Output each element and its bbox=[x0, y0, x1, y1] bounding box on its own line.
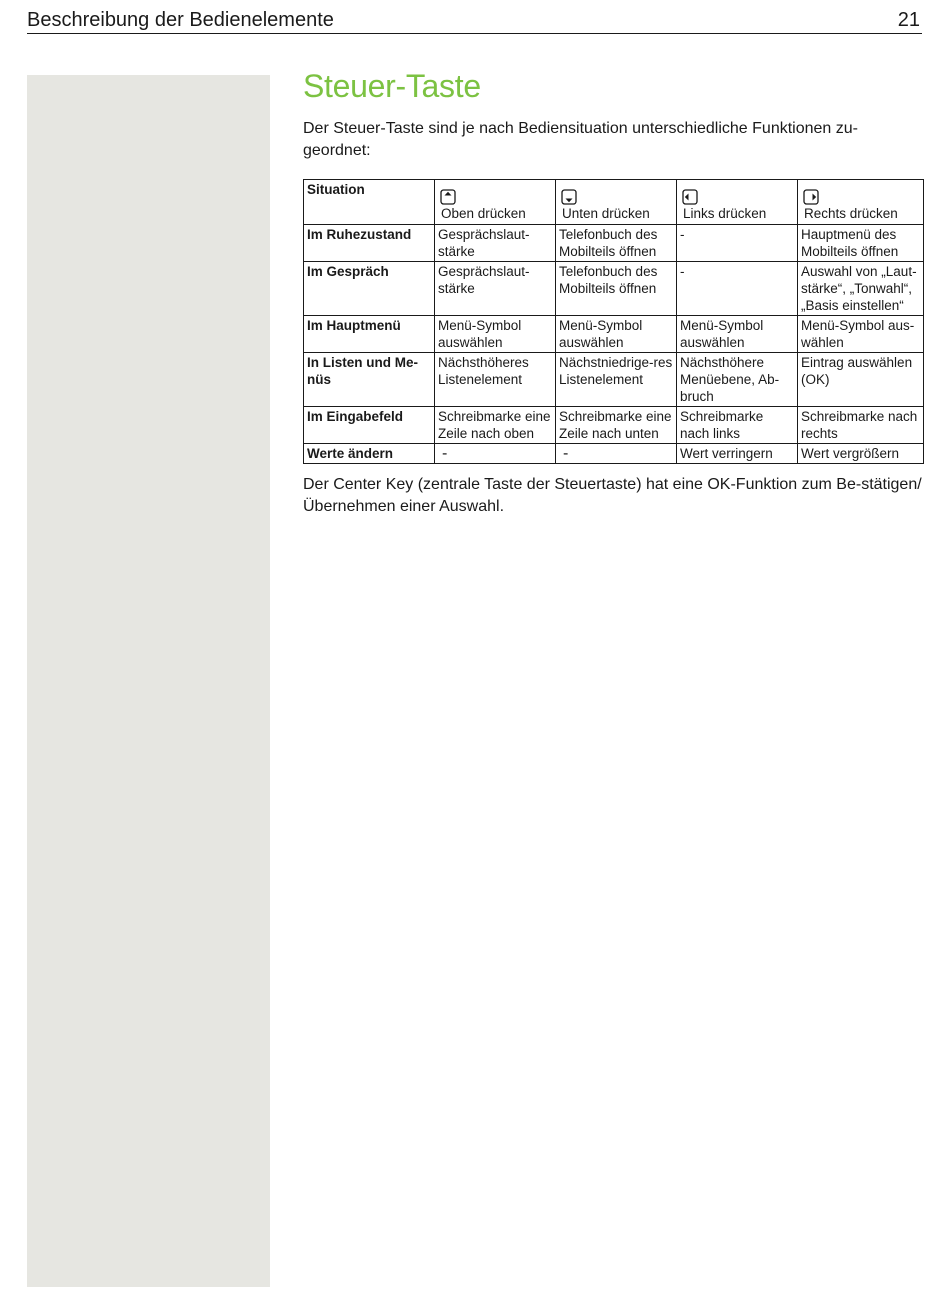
table-row bbox=[304, 262, 924, 316]
cell-up-dash: - bbox=[442, 445, 448, 462]
row-situation: Im Hauptmenü bbox=[304, 316, 435, 353]
cell-up: Menü-Symbol auswählen bbox=[435, 316, 556, 353]
cell-down: Menü-Symbol auswählen bbox=[556, 316, 677, 353]
main-content bbox=[303, 66, 923, 518]
page-number: 21 bbox=[897, 9, 920, 31]
cell-up: Schreibmarke eine Zeile nach oben bbox=[435, 407, 556, 444]
side-panel bbox=[27, 75, 270, 1287]
row-situation: Im Gespräch bbox=[304, 262, 435, 316]
key-down-icon bbox=[561, 189, 577, 205]
cell-up: Nächsthöheres Listenelement bbox=[435, 353, 556, 407]
cell-left: Schreibmarke nach links bbox=[677, 407, 798, 444]
cell-down-dash: - bbox=[563, 445, 569, 462]
table-row bbox=[304, 353, 924, 407]
row-situation: In Listen und Me-nüs bbox=[304, 353, 435, 407]
cell-down: Schreibmarke eine Zeile nach unten bbox=[556, 407, 677, 444]
key-up-icon bbox=[440, 189, 456, 205]
header-left-label: Links drücken bbox=[683, 206, 767, 221]
section-title: Steuer-Taste bbox=[303, 68, 481, 104]
cell-right: Auswahl von „Laut-stärke“, „Tonwahl“, „Basis einstellen“ bbox=[798, 262, 924, 316]
cell-left: Nächsthöhere Menüebene, Ab-bruch bbox=[677, 353, 798, 407]
cell-right: Schreibmarke nach rechts bbox=[798, 407, 924, 444]
cell-up: Gesprächslaut-stärke bbox=[435, 225, 556, 262]
row-situation: Im Eingabefeld bbox=[304, 407, 435, 444]
key-left-icon bbox=[682, 189, 698, 205]
page-header bbox=[27, 6, 922, 34]
header-up-label: Oben drücken bbox=[441, 206, 526, 221]
cell-left: - bbox=[677, 262, 798, 316]
table-row bbox=[304, 407, 924, 444]
header-right bbox=[798, 180, 924, 225]
cell-left: - bbox=[677, 225, 798, 262]
cell-down: Telefonbuch des Mobilteils öffnen bbox=[556, 262, 677, 316]
table-row bbox=[304, 444, 924, 464]
intro-paragraph: Der Steuer-Taste sind je nach Bediensituation unterschiedliche Funktionen zu-geordnet: bbox=[303, 120, 858, 159]
cell-right: Hauptmenü des Mobilteils öffnen bbox=[798, 225, 924, 262]
cell-down bbox=[556, 444, 677, 464]
cell-right: Wert vergrößern bbox=[798, 444, 924, 464]
table-header-row bbox=[304, 180, 924, 225]
header-left bbox=[677, 180, 798, 225]
header-down bbox=[556, 180, 677, 225]
cell-left: Wert verringern bbox=[677, 444, 798, 464]
cell-down: Telefonbuch des Mobilteils öffnen bbox=[556, 225, 677, 262]
table-row bbox=[304, 316, 924, 353]
row-situation: Werte ändern bbox=[304, 444, 435, 464]
key-right-icon bbox=[803, 189, 819, 205]
row-situation: Im Ruhezustand bbox=[304, 225, 435, 262]
cell-up bbox=[435, 444, 556, 464]
cell-right: Menü-Symbol aus-wählen bbox=[798, 316, 924, 353]
cell-left: Menü-Symbol auswählen bbox=[677, 316, 798, 353]
header-right-label: Rechts drücken bbox=[804, 206, 898, 221]
header-title: Beschreibung der Bedienelemente bbox=[27, 9, 334, 31]
control-key-table bbox=[303, 179, 924, 464]
header-down-label: Unten drücken bbox=[562, 206, 650, 221]
outro-paragraph: Der Center Key (zentrale Taste der Steuertaste) hat eine OK-Funktion zum Be-stätigen/Übernehmen einer Auswahl. bbox=[303, 476, 922, 515]
header-up bbox=[435, 180, 556, 225]
table-row bbox=[304, 225, 924, 262]
cell-down: Nächstniedrige-res Listenelement bbox=[556, 353, 677, 407]
header-situation: Situation bbox=[304, 180, 435, 225]
cell-right: Eintrag auswählen (OK) bbox=[798, 353, 924, 407]
cell-up: Gesprächslaut-stärke bbox=[435, 262, 556, 316]
